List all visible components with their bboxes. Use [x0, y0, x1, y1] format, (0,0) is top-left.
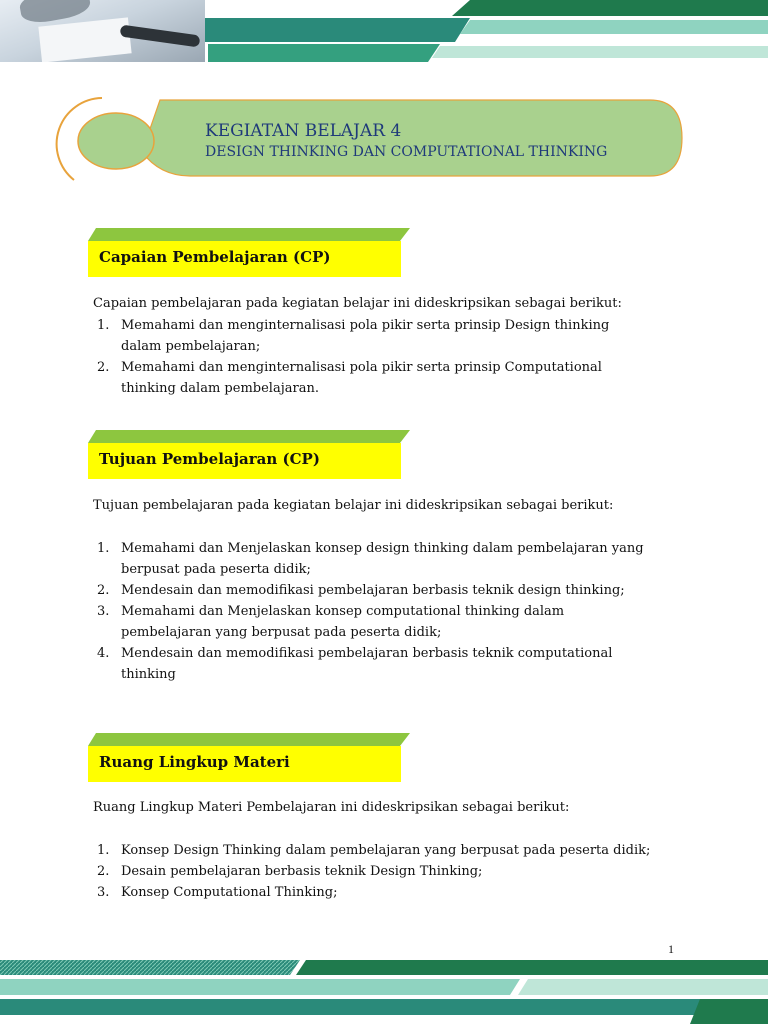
page-number: 1: [668, 942, 674, 956]
tujuan-list: [93, 538, 691, 685]
section-intro: Ruang Lingkup Materi Pembelajaran ini dideskripsikan sebagai berikut:: [93, 800, 570, 815]
list-item: 2. Mendesain dan memodifikasi pembelajaran berbasis teknik design thinking;: [97, 583, 625, 598]
list-item: 2. Desain pembelajaran berbasis teknik Design Thinking;: [97, 864, 483, 879]
list-item: 1. Memahami dan Menjelaskan konsep design thinking dalam pembelajaran yang berpusat pada peserta didik;: [97, 541, 644, 577]
section-heading-capaian: [88, 228, 410, 277]
list-item: 2. Memahami dan menginternalisasi pola pikir serta prinsip Computational thinking dalam pembelajaran.: [97, 360, 602, 396]
list-item: 1. Memahami dan menginternalisasi pola pikir serta prinsip Design thinking dalam pembelajaran;: [97, 318, 610, 354]
list-item: 4. Mendesain dan memodifikasi pembelajaran berbasis teknik computational thinking: [97, 646, 613, 682]
list-item: 1. Konsep Design Thinking dalam pembelajaran yang berpusat pada peserta didik;: [97, 843, 651, 858]
section-heading-tujuan: [88, 430, 410, 479]
capaian-list: [93, 315, 691, 399]
title-banner-shape: [50, 92, 690, 192]
list-item: 3. Memahami dan Menjelaskan konsep computational thinking dalam pembelajaran yang berpusat pada peserta didik;: [97, 604, 565, 640]
section-title: Capaian Pembelajaran (CP): [99, 248, 331, 266]
kegiatan-title: KEGIATAN BELAJAR 4: [205, 121, 402, 141]
ruang-lingkup-list: [93, 840, 691, 903]
kegiatan-subtitle: DESIGN THINKING DAN COMPUTATIONAL THINKING: [205, 144, 608, 160]
section-intro: Capaian pembelajaran pada kegiatan belajar ini dideskripsikan sebagai berikut:: [93, 296, 622, 311]
section-intro: Tujuan pembelajaran pada kegiatan belajar ini dideskripsikan sebagai berikut:: [93, 498, 614, 513]
footer-stripes: [0, 955, 768, 1024]
section-heading-ruang-lingkup: [88, 733, 410, 782]
list-item: 3. Konsep Computational Thinking;: [97, 885, 338, 900]
header-stripes: [0, 0, 768, 70]
section-title: Ruang Lingkup Materi: [99, 753, 290, 771]
section-title: Tujuan Pembelajaran (CP): [99, 450, 320, 468]
